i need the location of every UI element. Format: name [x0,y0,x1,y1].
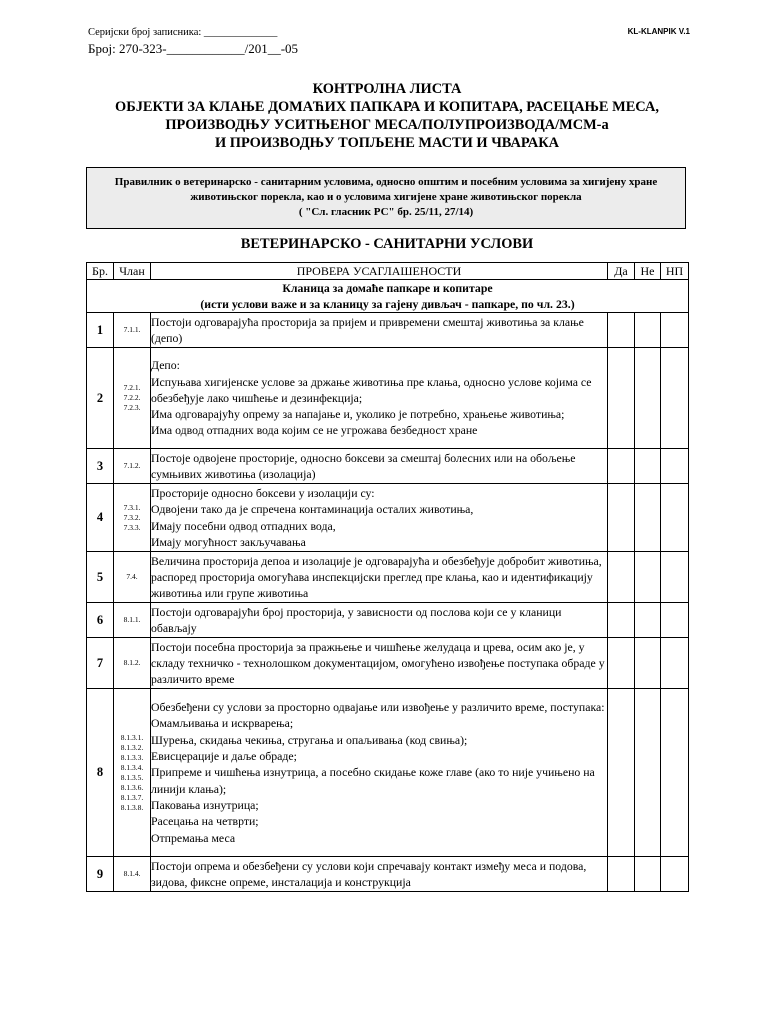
requirement-cell [151,313,608,348]
requirement-text: Имају могућност закључавања [151,534,306,549]
answer-na-cell[interactable] [661,484,689,552]
answer-yes-cell[interactable] [608,857,635,892]
article-number: 8.1.3.7. [120,792,144,802]
article-number: 7.3.3. [123,522,141,532]
table-row [87,313,689,348]
column-header-no: Не [635,263,661,280]
answer-na-cell[interactable] [661,449,689,484]
column-header-yes: Да [608,263,635,280]
article-cell [114,348,151,449]
answer-na-cell[interactable] [661,638,689,689]
subheader-line: Кланица за домаће папкаре и копитаре [282,281,493,295]
form-code: KL-KLANPIK V.1 [627,27,690,36]
requirement-cell [151,348,608,449]
answer-na-cell[interactable] [661,603,689,638]
requirement-text: Просторије односно боксеви у изолацији су: [151,485,375,500]
article-number: 7.2.3. [123,403,141,412]
article-number: 8.1.3.2. [120,742,144,752]
article-number: 7.2.1. [123,383,141,392]
requirement-cell [151,689,608,857]
article-cell [114,552,151,603]
subheader-row [87,280,689,313]
answer-yes-cell[interactable] [608,348,635,449]
answer-no-cell[interactable] [635,603,661,638]
answer-no-cell[interactable] [635,857,661,892]
article-number: 7.1.1. [123,325,141,334]
article-number: 8.1.4. [123,869,141,878]
table-row [87,857,689,892]
answer-yes-cell[interactable] [608,313,635,348]
title-line: КОНТРОЛНА ЛИСТА [312,81,462,97]
requirement-text: Одвојени тако да је спречена контаминација осталих животиња, [151,502,474,517]
answer-na-cell[interactable] [661,689,689,857]
article-cell [114,638,151,689]
table-row [87,449,689,484]
row-number: 7 [87,638,114,689]
answer-yes-cell[interactable] [608,689,635,857]
answer-yes-cell[interactable] [608,552,635,603]
article-cell [114,857,151,892]
row-number: 1 [87,313,114,348]
answer-na-cell[interactable] [661,857,689,892]
regulation-box [86,167,686,229]
table-row [87,638,689,689]
requirement-text: Омамљивања и искрварења; [151,716,294,731]
answer-yes-cell[interactable] [608,638,635,689]
requirement-text: Шурења, скидања чекиња, стругања и опаљивања (код свиња); [151,732,468,747]
article-number: 8.1.2. [123,658,141,667]
slaughterhouse-subheader [87,280,689,313]
requirement-text: Имају посебни одвод отпадних вода, [151,518,336,533]
column-header-check: ПРОВЕРА УСАГЛАШЕНОСТИ [151,263,608,280]
answer-no-cell[interactable] [635,638,661,689]
row-number: 4 [87,484,114,552]
requirement-text: Отпремања меса [151,830,236,845]
table-row [87,603,689,638]
requirement-text: Постоји одговарајући број просторија, у зависности од послова који се у кланици обављају [151,604,562,635]
article-number: 8.1.3.4. [120,762,144,772]
answer-yes-cell[interactable] [608,449,635,484]
serial-number-label: Серијски број записника: ______________ [88,27,278,38]
table-header-row [87,263,689,280]
requirement-text: Постоје одвојене просторије, односно боксеви за смештај болесних или на обољење сумњивих животиња (изолација) [151,450,576,481]
column-header-na: НП [661,263,689,280]
article-number: 8.1.3.5. [120,772,144,782]
title-line: ОБЈЕКТИ ЗА КЛАЊЕ ДОМАЋИХ ПАПКАРА И КОПИТАРА, РАСЕЦАЊЕ МЕСА, [115,99,659,115]
answer-na-cell[interactable] [661,313,689,348]
requirement-text: Има одвод отпадних вода којим се не угрожава безбедност хране [151,423,478,438]
requirement-text: Испуњава хигијенске услове за држање животиња пре клања, односно услове којима се обезбеђује лако чишћење и дезинфекција; [151,374,592,405]
answer-no-cell[interactable] [635,689,661,857]
answer-yes-cell[interactable] [608,484,635,552]
column-header-number: Бр. [87,263,114,280]
answer-na-cell[interactable] [661,348,689,449]
answer-no-cell[interactable] [635,348,661,449]
regulation-line: Правилник о ветеринарско - санитарним условима, односно општим и посебним условима за хигијену хране [114,176,658,188]
requirement-text: Постоји посебна просторија за пражњење и чишћење желудаца и црева, осим ако је, у складу техничко - технолошком документацијом, омогућено извођење поступака обраде у различито време [151,639,605,687]
answer-no-cell[interactable] [635,552,661,603]
article-cell [114,484,151,552]
answer-no-cell[interactable] [635,484,661,552]
regulation-reference: ( "Сл. гласник РС" бр. 25/11, 27/14) [298,206,474,218]
article-cell [114,689,151,857]
article-number: 7.3.1. [123,502,141,512]
row-number: 3 [87,449,114,484]
row-number: 8 [87,689,114,857]
requirement-cell [151,484,608,552]
requirement-text: Паковања изнутрица; [151,797,259,812]
subheader-line: (исти услови важе и за кланицу за гајену дивљач - папкаре, по чл. 23.) [200,297,575,311]
table-row [87,348,689,449]
requirement-cell [151,857,608,892]
article-number: 8.1.3.8. [120,802,144,812]
requirement-text: Величина просторија депоа и изолације је одговарајућа и обезбеђује добробит животиња, распоред просторија омогућава инспекцијски преглед пре клања, као и идентификацију животиња или групе животиња [151,553,602,601]
answer-no-cell[interactable] [635,313,661,348]
row-number: 2 [87,348,114,449]
requirement-cell [151,449,608,484]
article-number: 8.1.1. [123,615,141,624]
row-number: 9 [87,857,114,892]
answer-no-cell[interactable] [635,449,661,484]
article-number: 7.3.2. [123,512,141,522]
column-header-article: Члан [114,263,151,280]
requirement-cell [151,603,608,638]
article-number: 8.1.3.3. [120,752,144,762]
requirement-text: Постоји опрема и обезбеђени су услови који спречавају контакт између меса и подова, зидова, фиксне опреме, инсталација и конструкција [151,858,587,889]
document-number-label: Број: 270-323-____________/201__-05 [88,41,299,56]
table-row [87,484,689,552]
requirement-cell [151,552,608,603]
article-cell [114,603,151,638]
title-line: ПРОИЗВОДЊУ УСИТЊЕНОГ МЕСА/ПОЛУПРОИЗВОДА/МСМ-а [165,117,609,133]
article-number: 8.1.3.1. [120,732,144,742]
answer-na-cell[interactable] [661,552,689,603]
requirement-text: Постоји одговарајућа просторија за пријем и привремени смештај животиња за клање (депо) [151,314,584,345]
row-number: 6 [87,603,114,638]
requirement-text: Има одговарајућу опрему за напајање и, уколико је потребно, храњење животиња; [151,407,565,422]
checklist-table [86,262,689,892]
article-number: 7.1.2. [123,461,141,470]
section-title: ВЕТЕРИНАРСКО - САНИТАРНИ УСЛОВИ [240,236,534,252]
requirement-text: Припреме и чишћења изнутрица, а посебно скидање коже главе (ако то није учињено на линији клања); [151,765,595,796]
table-row [87,689,689,857]
article-cell [114,449,151,484]
table-row [87,552,689,603]
requirement-text: Депо: [151,358,180,373]
requirement-text: Расецања на четврти; [151,814,259,829]
requirement-cell [151,638,608,689]
row-number: 5 [87,552,114,603]
requirement-text: Евисцерације и даље обраде; [151,749,297,764]
requirement-text: Обезбеђени су услови за просторно одвајање или извођење у различито време, поступака: [151,700,605,715]
regulation-line: животињског порекла, као и о условима хигијене хране животињског порекла [190,191,582,203]
article-cell [114,313,151,348]
article-number: 7.4. [126,572,138,581]
title-line: И ПРОИЗВОДЊУ ТОПЉЕНЕ МАСТИ И ЧВАРАКА [214,135,560,151]
article-number: 8.1.3.6. [120,782,144,792]
answer-yes-cell[interactable] [608,603,635,638]
document-title [86,80,688,152]
article-number: 7.2.2. [123,393,141,402]
